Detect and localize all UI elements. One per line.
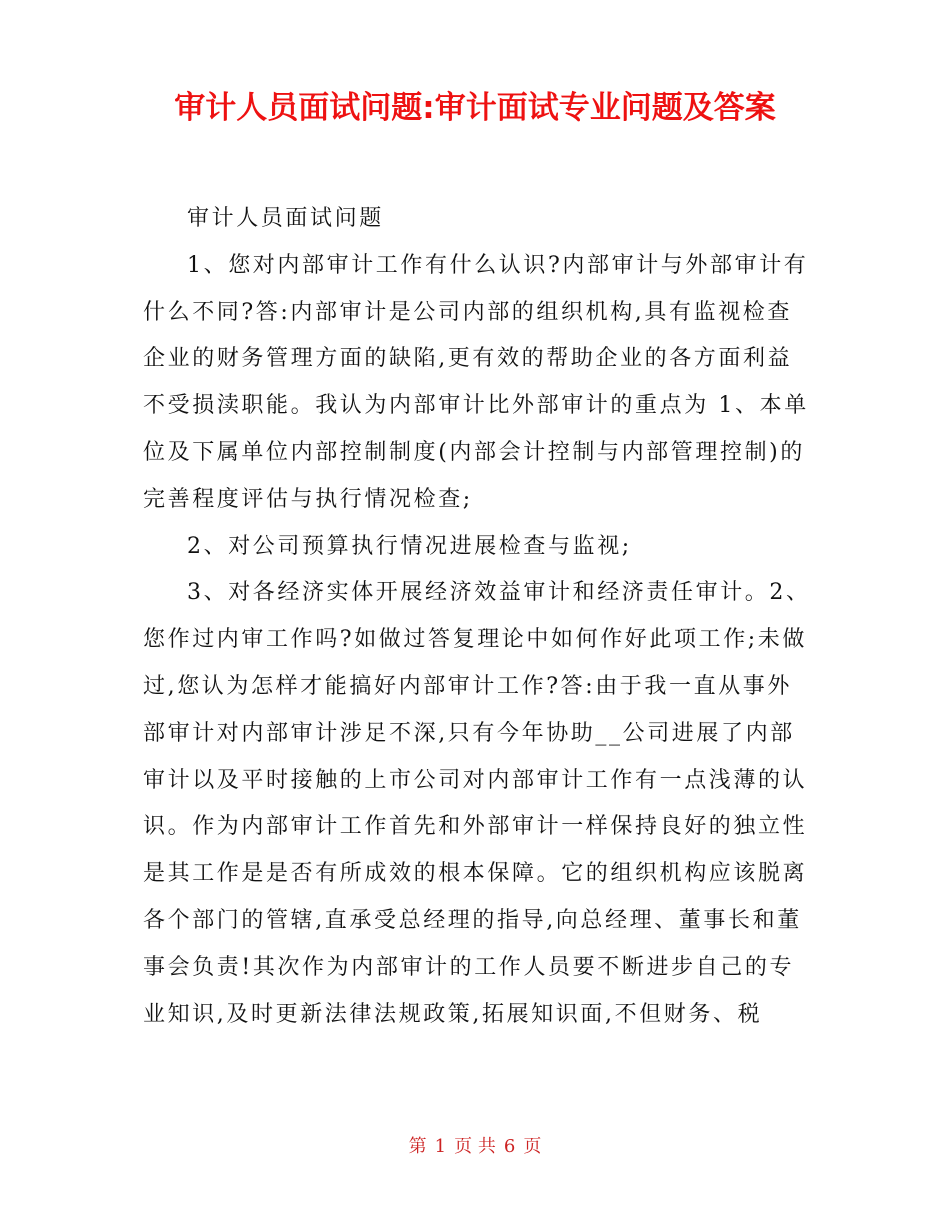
footer-prefix: 第 [408,1136,427,1157]
current-page-number: 1 [434,1136,447,1157]
text-line: 各个部门的管辖,直承受总经理的指导,向总经理、董事长和董 [143,907,802,933]
text-line: 事会负责!其次作为内部审计的工作人员要不断进步自己的专 [143,954,795,980]
text-line: 1、您对内部审计工作有什么认识?内部审计与外部审计有 [187,252,809,278]
text-line: 过,您认为怎样才能搞好内部审计工作?答:由于我一直从事外 [143,673,793,699]
text-line: 业知识,及时更新法律法规政策,拓展知识面,不但财务、税 [143,1001,763,1027]
text-line: 位及下属单位内部控制制度(内部会计控制与内部管理控制)的 [143,439,805,465]
text-line: 识。作为内部审计工作首先和外部审计一样保持良好的独立性 [143,814,808,840]
page-number-footer [0,1135,950,1159]
text-line: 您作过内审工作吗?如做过答复理论中如何作好此项工作;未做 [143,627,808,653]
footer-mid: 页 共 [454,1136,496,1157]
total-pages-number: 6 [503,1136,516,1157]
text-line: 是其工作是是否有所成效的根本保障。它的组织机构应该脱离 [143,861,808,887]
text-line: 什么不同?答:内部审计是公司内部的组织机构,具有监视检查 [143,299,793,325]
text-line: 完善程度评估与执行情况检查; [143,486,473,512]
text-line: 企业的财务管理方面的缺陷,更有效的帮助企业的各方面利益 [143,346,793,372]
footer-suffix: 页 [523,1136,542,1157]
text-line: 2、对公司预算执行情况进展检查与监视; [187,533,632,559]
document-body [143,196,811,1038]
section-heading: 审计人员面试问题 [187,206,384,231]
document-title: 审计人员面试问题:审计面试专业问题及答案 [174,90,776,126]
text-line: 3、对各经济实体开展经济效益审计和经济责任审计。2、 [187,580,811,606]
text-line: 审计以及平时接触的上市公司对内部审计工作有一点浅薄的认 [143,767,808,793]
text-line: 不受损渎职能。我认为内部审计比外部审计的重点为 1、本单 [143,393,809,419]
text-line: 部审计对内部审计涉足不深,只有今年协助__公司进展了内部 [143,720,795,746]
